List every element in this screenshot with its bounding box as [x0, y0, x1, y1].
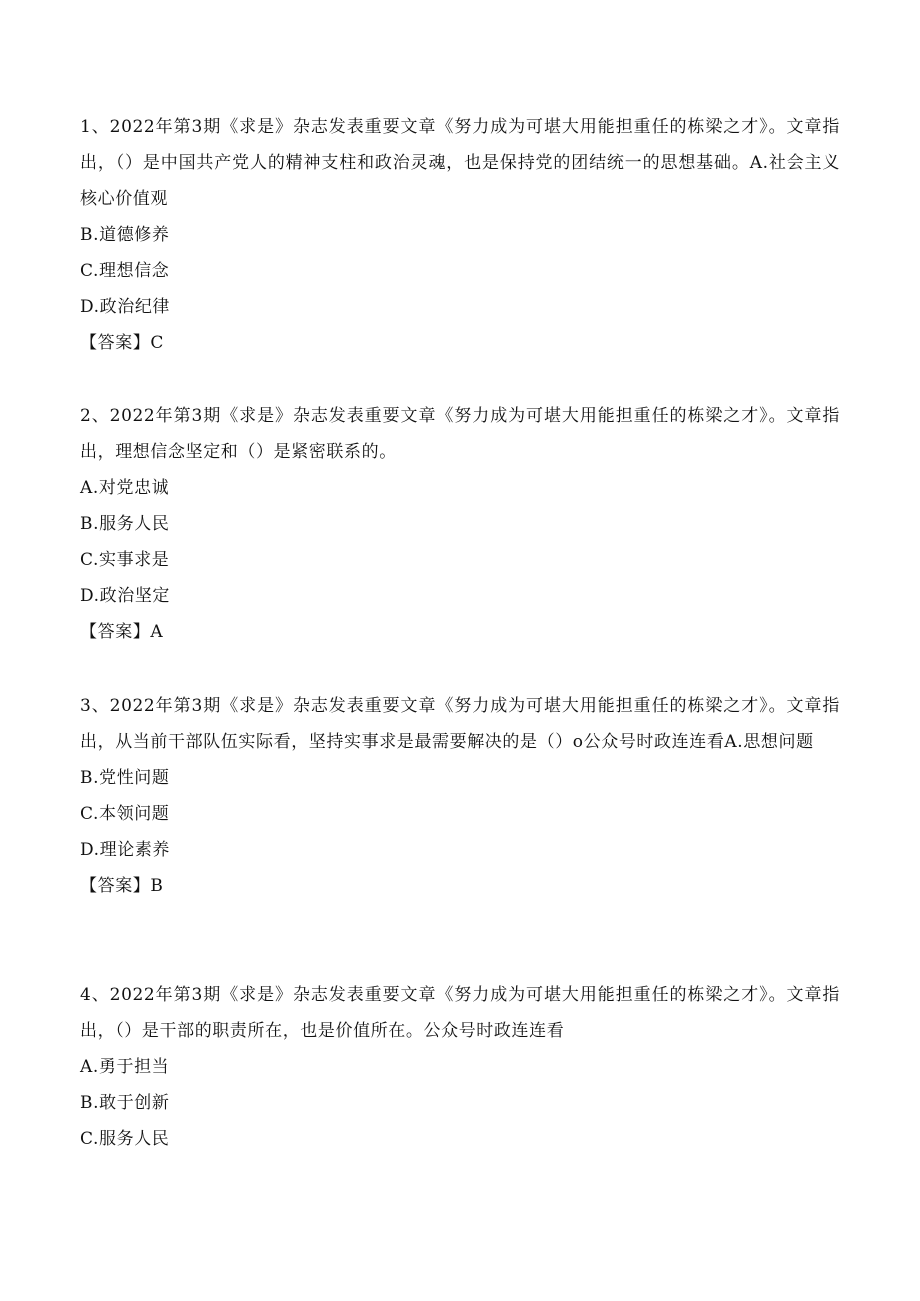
- question-1: [80, 109, 840, 361]
- question-3: [80, 688, 840, 904]
- question-4: [80, 977, 840, 1157]
- question-2: [80, 398, 840, 650]
- option-c: C.本领问题: [80, 804, 170, 824]
- option-c: C.实事求是: [80, 550, 170, 570]
- option-d: D.政治纪律: [80, 297, 171, 317]
- option-b: B.敢于创新: [80, 1093, 170, 1113]
- answer-line: 【答案】C: [80, 333, 165, 353]
- answer-line: 【答案】A: [80, 622, 164, 642]
- answer-line: 【答案】B: [80, 876, 164, 896]
- option-c: C.服务人民: [80, 1129, 170, 1149]
- option-d: D.理论素养: [80, 840, 171, 860]
- option-a: A.勇于担当: [80, 1057, 170, 1077]
- question-stem: 3、2022年第3期《求是》杂志发表重要文章《努力成为可堪大用能担重任的栋梁之才》。文章指出，从当前干部队伍实际看，坚持实事求是最需要解决的是（）o公众号时政连连看A.思想问题: [80, 696, 840, 752]
- question-stem: 2、2022年第3期《求是》杂志发表重要文章《努力成为可堪大用能担重任的栋梁之才》。文章指出，理想信念坚定和（）是紧密联系的。: [80, 406, 840, 462]
- option-d: D.政治坚定: [80, 586, 171, 606]
- option-b: B.服务人民: [80, 514, 170, 534]
- option-b: B.道德修养: [80, 225, 170, 245]
- option-a: A.对党忠诚: [80, 478, 170, 498]
- option-b: B.党性问题: [80, 768, 170, 788]
- question-stem: 1、2022年第3期《求是》杂志发表重要文章《努力成为可堪大用能担重任的栋梁之才》。文章指出，（）是中国共产党人的精神支柱和政治灵魂，也是保持党的团结统一的思想基础。A.社会主义核心价值观: [80, 117, 840, 209]
- option-c: C.理想信念: [80, 261, 170, 281]
- question-stem: 4、2022年第3期《求是》杂志发表重要文章《努力成为可堪大用能担重任的栋梁之才》。文章指出，（）是干部的职责所在，也是价值所在。公众号时政连连看: [80, 985, 840, 1041]
